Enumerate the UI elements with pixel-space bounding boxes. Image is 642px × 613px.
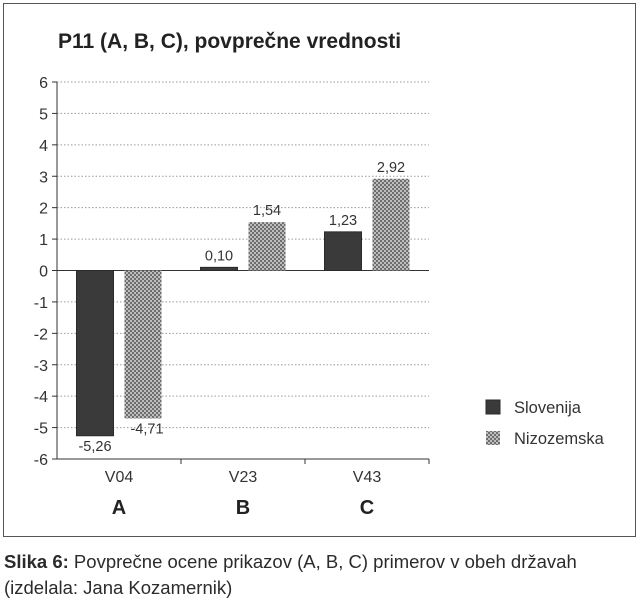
y-tick-label: -5 (33, 420, 48, 438)
legend-label-slovenija: Slovenija (514, 399, 581, 417)
data-label: -4,71 (130, 421, 164, 438)
bar-slovenija (77, 271, 114, 436)
bar-slovenija (201, 267, 238, 270)
legend-swatch-nizozemska (486, 431, 500, 445)
data-label: 1,23 (328, 212, 358, 229)
y-tick-label: 0 (39, 263, 48, 281)
bar-nizozemska (249, 222, 286, 270)
bar-nizozemska (373, 179, 410, 271)
x-tick-label: V23 (228, 469, 258, 486)
y-tick-label: -2 (33, 326, 48, 344)
y-tick-label: -6 (33, 452, 48, 469)
y-tick-label: 1 (39, 232, 48, 250)
figure-frame (3, 3, 636, 537)
data-label: -5,26 (78, 438, 112, 455)
caption-text: Povprečne ocene prikazov (A, B, C) primerov v obeh državah (izdelala: Jana Kozamernik) (4, 551, 577, 598)
group-label: C (359, 497, 375, 519)
legend (486, 399, 605, 448)
data-label: 2,92 (376, 159, 406, 176)
y-tick-label: -1 (33, 294, 48, 312)
y-tick-label: 6 (39, 75, 48, 92)
legend-swatch-slovenija (486, 400, 500, 414)
y-tick-label: -4 (33, 389, 48, 407)
y-tick-label: 3 (39, 169, 48, 187)
bar-nizozemska (125, 271, 162, 419)
x-tick-label: V04 (104, 469, 134, 486)
group-label: B (235, 497, 251, 519)
y-tick-label: 4 (39, 137, 48, 155)
legend-label-nizozemska: Nizozemska (514, 430, 604, 448)
x-tick-label: V43 (352, 469, 382, 486)
data-label: 1,54 (252, 203, 282, 220)
data-label: 0,10 (204, 248, 234, 265)
bar-chart (4, 4, 635, 536)
bar-slovenija (325, 232, 362, 271)
y-tick-label: -3 (33, 357, 48, 375)
y-tick-label: 5 (39, 106, 48, 124)
group-label: A (111, 497, 127, 519)
plot-area (34, 75, 429, 519)
caption-label: Slika 6: (4, 551, 69, 572)
chart-title: P11 (A, B, C), povprečne vrednosti (58, 30, 402, 53)
y-tick-label: 2 (39, 200, 48, 218)
figure-caption (4, 549, 640, 601)
